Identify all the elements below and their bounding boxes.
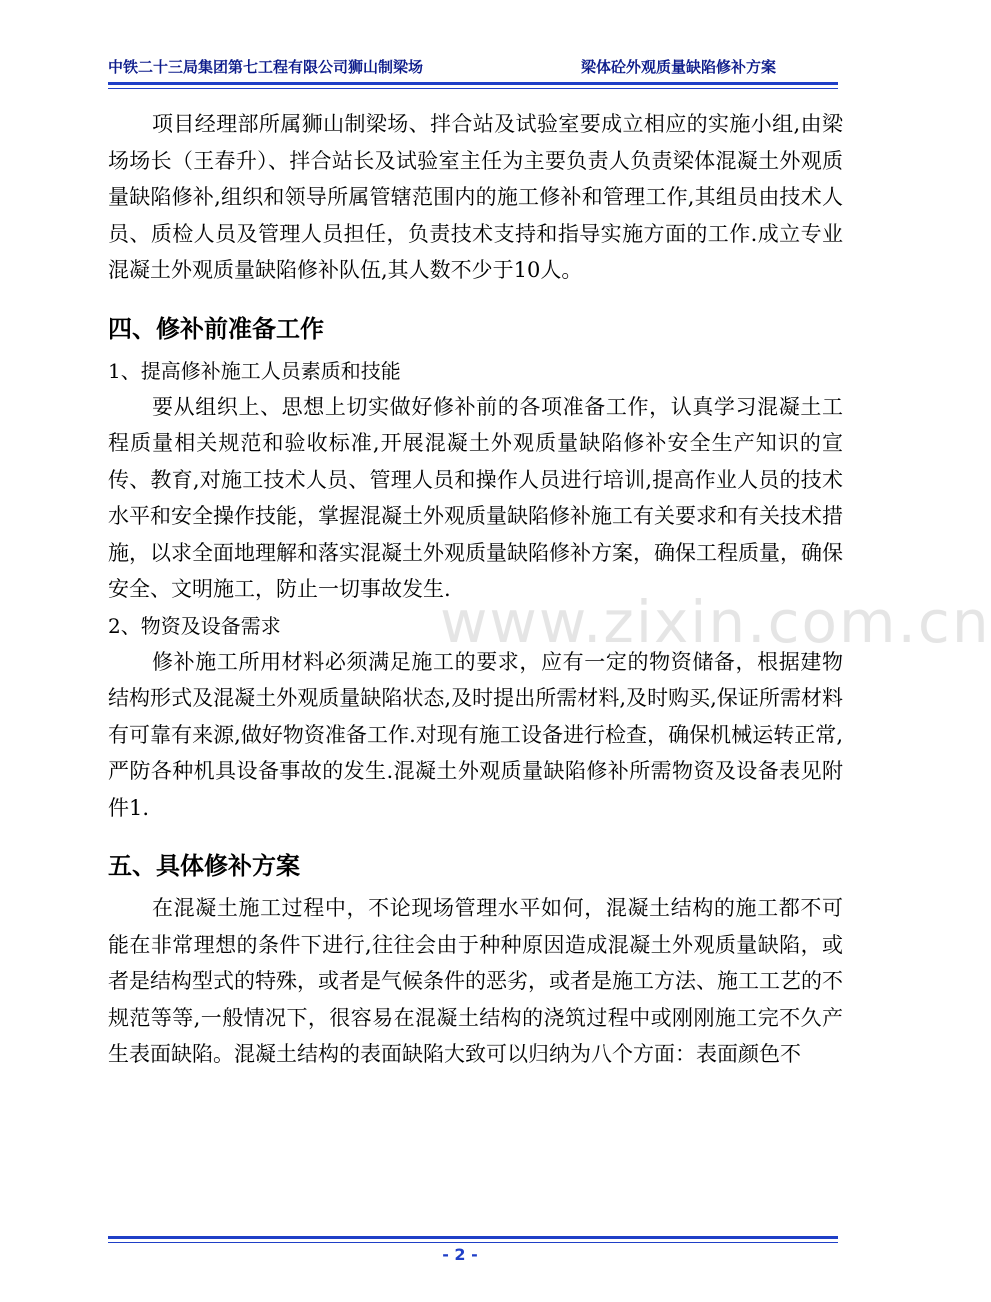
footer-rule-thin xyxy=(108,1242,838,1243)
footer-rule xyxy=(108,1236,838,1239)
paragraph-materials: 修补施工所用材料必须满足施工的要求，应有一定的物资储备，根据建物结构形式及混凝土外观质量缺陷状态,及时提出所需材料,及时购买,保证所需材料有可靠有来源,做好物资准备工作.对现有施工设备进行检查，确保机械运转正常,严防各种机具设备事故的发生.混凝土外观质量缺陷修补所需物资及设备表见附件1. xyxy=(108,649,843,820)
paragraph-training: 要从组织上、思想上切实做好修补前的各项准备工作，认真学习混凝土工程质量相关规范和验收标准,开展混凝土外观质量缺陷修补安全生产知识的宣传、教育,对施工技术人员、管理人员和操作人员进行培训,提高作业人员的技术水平和安全操作技能，掌握混凝土外观质量缺陷修补施工有关要求和有关技术措施，以求全面地理解和落实混凝土外观质量缺陷修补方案，确保工程质量，确保安全、文明施工，防止一切事故发生. xyxy=(108,394,843,601)
page-number: - 2 - xyxy=(442,1245,478,1264)
paragraph-organization: 项目经理部所属狮山制梁场、拌合站及试验室要成立相应的实施小组,由梁场场长（王春升）、拌合站长及试验室主任为主要负责人负责梁体混凝土外观质量缺陷修补,组织和领导所属管辖范围内的施工修补和管理工作,其组员由技术人员、质检人员及管理人员担任，负责技术支持和指导实施方面的工作.成立专业混凝土外观质量缺陷修补队伍,其人数不少于10人。 xyxy=(108,112,843,282)
page-header xyxy=(108,56,838,82)
subheading-materials: 2、物资及设备需求 xyxy=(108,613,281,638)
subheading-personnel: 1、提高修补施工人员素质和技能 xyxy=(108,358,401,383)
header-company: 中铁二十三局集团第七工程有限公司狮山制梁场 xyxy=(108,58,424,76)
paragraph-defects: 在混凝土施工过程中，不论现场管理水平如何，混凝土结构的施工都不可能在非常理想的条件下进行,往往会由于种种原因造成混凝土外观质量缺陷，或者是结构型式的特殊，或者是气候条件的恶劣，或者是施工方法、施工工艺的不规范等等,一般情况下，很容易在混凝土结构的浇筑过程中或刚刚施工完不久产生表面缺陷。混凝土结构的表面缺陷大致可以归纳为八个方面：表面颜色不 xyxy=(108,896,843,1066)
header-rule xyxy=(108,82,838,85)
header-rule-thin xyxy=(108,88,838,89)
section-heading-4: 四、修补前准备工作 xyxy=(108,314,324,343)
header-doc-title: 梁体砼外观质量缺陷修补方案 xyxy=(580,58,776,76)
section-heading-5: 五、具体修补方案 xyxy=(108,852,300,880)
watermark: www.zixin.com.cn xyxy=(440,588,991,656)
